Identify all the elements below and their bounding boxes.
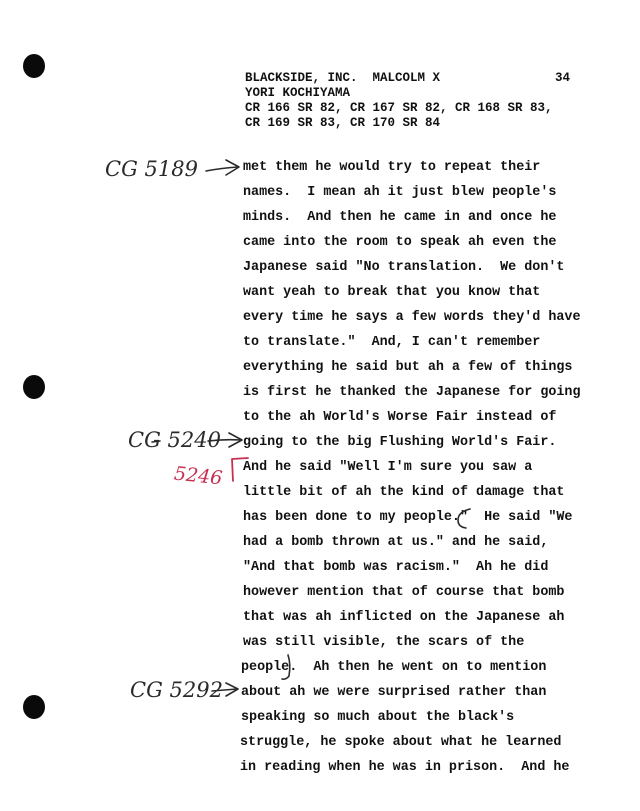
transcript-line: to the ah World's Worse Fair instead of bbox=[243, 410, 557, 425]
handwritten-red-timecode-5246: 5246 bbox=[172, 462, 224, 490]
transcript-line: had a bomb thrown at us." and he said, bbox=[243, 535, 549, 550]
transcript-line: names. I mean ah it just blew people's bbox=[243, 185, 557, 200]
transcript-line: about ah we were surprised rather than bbox=[241, 685, 547, 700]
arrow-head-3 bbox=[226, 683, 238, 696]
transcript-line: going to the big Flushing World's Fair. bbox=[243, 435, 557, 450]
arrow-mark-1 bbox=[206, 167, 238, 171]
transcript-line: was still visible, the scars of the bbox=[243, 635, 525, 650]
page-number: 34 bbox=[555, 71, 571, 85]
header-interviewee: YORI KOCHIYAMA bbox=[245, 86, 351, 100]
transcript-line: came into the room to speak ah even the bbox=[243, 235, 557, 250]
header-rolls-2: CR 169 SR 83, CR 170 SR 84 bbox=[245, 116, 441, 130]
punch-hole-top bbox=[23, 54, 45, 78]
transcript-line: struggle, he spoke about what he learned bbox=[240, 735, 562, 750]
arrow-head-1 bbox=[226, 160, 239, 175]
transcript-line: met them he would try to repeat their bbox=[243, 160, 541, 175]
handwritten-timecode-5240: CG 5240 bbox=[128, 428, 221, 452]
transcript-line: that was ah inflicted on the Japanese ah bbox=[243, 610, 565, 625]
handwritten-timecode-5292: CG 5292 bbox=[130, 678, 223, 702]
punch-hole-middle bbox=[23, 375, 45, 399]
transcript-line: "And that bomb was racism." Ah he did bbox=[243, 560, 549, 575]
transcript-line: however mention that of course that bomb bbox=[243, 585, 565, 600]
document-header bbox=[245, 71, 553, 131]
transcript-line: to translate." And, I can't remember bbox=[243, 335, 541, 350]
transcript-line: minds. And then he came in and once he bbox=[243, 210, 557, 225]
transcript-line: people. Ah then he went on to mention bbox=[241, 660, 547, 675]
transcript-line: Japanese said "No translation. We don't bbox=[243, 260, 565, 275]
header-rolls-1: CR 166 SR 82, CR 167 SR 82, CR 168 SR 83, bbox=[245, 101, 553, 115]
transcript-line: little bit of ah the kind of damage that bbox=[243, 485, 565, 500]
header-title: BLACKSIDE, INC. MALCOLM X bbox=[245, 71, 441, 85]
punch-hole-bottom bbox=[23, 695, 45, 719]
handwritten-timecode-5189: CG 5189 bbox=[105, 157, 198, 181]
transcript-line: speaking so much about the black's bbox=[241, 710, 515, 725]
transcript-line: want yeah to break that you know that bbox=[243, 285, 541, 300]
transcript-line: is first he thanked the Japanese for going bbox=[243, 385, 581, 400]
transcript-line: every time he says a few words they'd have bbox=[243, 310, 581, 325]
transcript-line: And he said "Well I'm sure you saw a bbox=[243, 460, 533, 475]
transcript-line: everything he said but ah a few of things bbox=[243, 360, 573, 375]
transcript-line: in reading when he was in prison. And he bbox=[240, 760, 570, 775]
transcript-line: has been done to my people." He said "We bbox=[243, 510, 573, 525]
arrow-head-2 bbox=[229, 433, 242, 447]
